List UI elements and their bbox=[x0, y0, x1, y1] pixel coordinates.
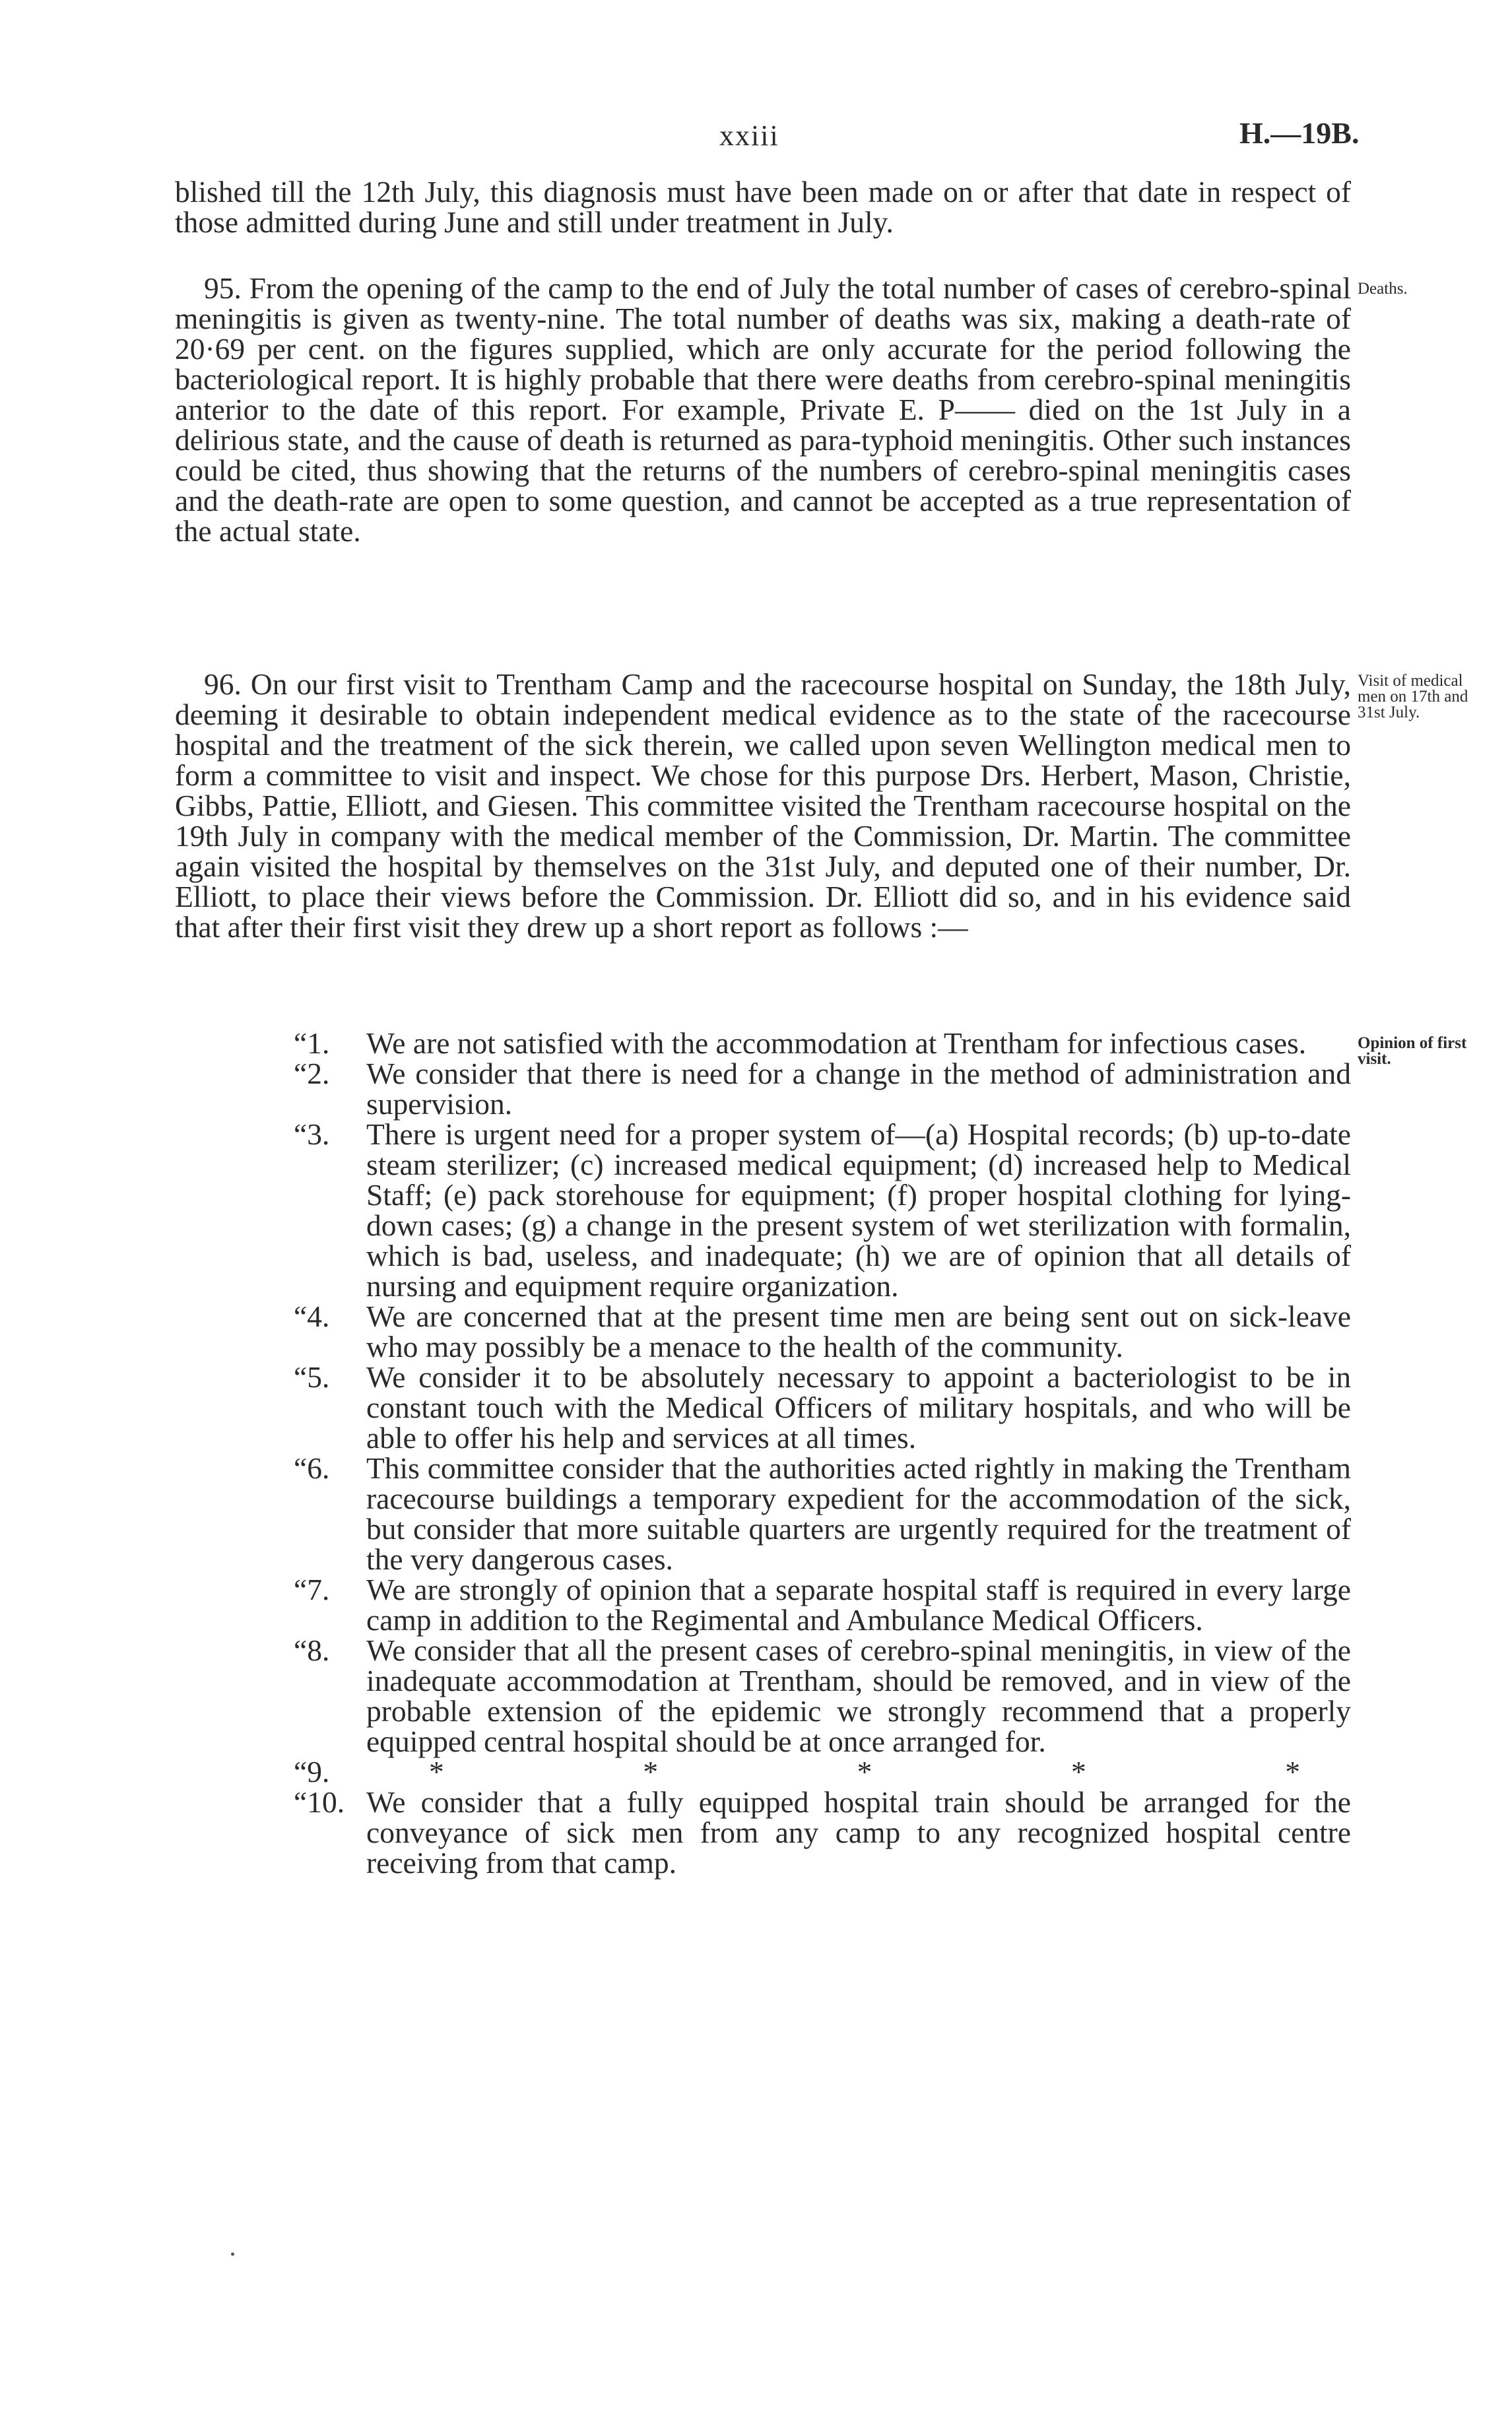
side-note-opinion: Opinion of first visit. bbox=[1358, 1034, 1467, 1068]
list-item bbox=[261, 1575, 1351, 1635]
asterisk: * bbox=[429, 1755, 444, 1789]
item-number: “5. bbox=[294, 1360, 330, 1394]
list-item bbox=[261, 1635, 1351, 1757]
list-item bbox=[261, 1787, 1351, 1878]
paragraph-text: 96. On our first visit to Trentham Camp and the racecourse hospital on Sunday, the 18th July, deeming it desirable to obtain independent medical evidence as to the state of the racecourse hospital and the treatment of the sick therein, we called upon seven Wellington medical men to form a committee to visit and inspect. We chose for this purpose Drs. Herbert, Mason, Christie, Gibbs, Pattie, Elliott, and Giesen. This committee visited the Trentham racecourse hospital on the 19th July in company with the medical member of the Commission, Dr. Martin. The committee again visited the hospital by themselves on the 31st July, and deputed one of their number, Dr. Elliott, to place their views before the Commission. Dr. Elliott did so, and in his evidence said that after their first visit they drew up a short report as follows :— bbox=[175, 667, 1351, 944]
side-note-visit: Visit of medical men on 17th and 31st July. bbox=[1358, 672, 1468, 721]
list-item bbox=[261, 1028, 1351, 1059]
paragraph-text: 95. From the opening of the camp to the end of July the total number of cases of cerebro-spinal meningitis is given as twenty-nine. The total number of deaths was six, making a death-rate of 20·69 per cent. on the figures supplied, which are only accurate for the period following the bacteriological report. It is highly probable that there were deaths from cerebro-spinal meningitis anterior to the date of this report. For example, Private E. P—— died on the 1st July in a delirious state, and the cause of death is returned as para-typhoid meningitis. Other such instances could be cited, thus showing that the returns of the numbers of cerebro-spinal meningitis cases and the death-rate are open to some question, and cannot be accepted as a true representation of the actual state. bbox=[175, 271, 1351, 548]
item-number: “7. bbox=[294, 1573, 330, 1606]
paragraph-95 bbox=[175, 273, 1351, 546]
item-number: “2. bbox=[294, 1057, 330, 1090]
list-item bbox=[261, 1301, 1351, 1362]
item-text: We consider that there is need for a change in the method of administration and supervision. bbox=[366, 1057, 1351, 1121]
asterisk: * bbox=[857, 1755, 872, 1789]
item-text: We consider it to be absolutely necessary to appoint a bacteriologist to be in constant touch with the Medical Officers of military hospitals, and who will be able to offer his help and services at all times. bbox=[366, 1360, 1351, 1455]
item-text: We consider that all the present cases of cerebro-spinal meningitis, in view of the inadequate accommodation at Trentham, should be removed, and in view of the probable extension of the epidemic we strongly recommend that a properly equipped central hospital should be at once arranged for. bbox=[366, 1633, 1351, 1758]
list-item bbox=[261, 1362, 1351, 1453]
continuation-paragraph bbox=[175, 177, 1351, 238]
side-note-deaths: Deaths. bbox=[1358, 280, 1408, 298]
item-text: We consider that a fully equipped hospital train should be arranged for the conveyance of sick men from any camp to any recognized hospital centre receiving from that camp. bbox=[366, 1785, 1351, 1880]
list-item bbox=[261, 1453, 1351, 1575]
page-number: xxiii bbox=[719, 119, 779, 152]
item-text: We are concerned that at the present time men are being sent out on sick-leave who may possibly be a menace to the health of the community. bbox=[366, 1299, 1351, 1364]
list-item bbox=[261, 1119, 1351, 1301]
item-number: “10. bbox=[294, 1785, 345, 1819]
asterisk: * bbox=[1285, 1755, 1300, 1789]
item-number: “8. bbox=[294, 1633, 330, 1667]
paragraph-96 bbox=[175, 669, 1351, 942]
asterisk: * bbox=[1070, 1755, 1086, 1789]
asterisk: * bbox=[643, 1755, 659, 1789]
omission-asterisks bbox=[366, 1757, 1300, 1787]
item-text: This committee consider that the authorities acted rightly in making the Trentham racecourse buildings a temporary expedient for the accommodation of the sick, but consider that more suitable quarters are urgently required for the treatment of the very dangerous cases. bbox=[366, 1451, 1351, 1576]
item-number: “6. bbox=[294, 1451, 330, 1485]
list-item bbox=[261, 1059, 1351, 1119]
committee-report-list bbox=[261, 1028, 1351, 1878]
item-text: We are not satisfied with the accommodation at Trentham for infectious cases. bbox=[366, 1026, 1307, 1060]
document-reference: H.—19B. bbox=[1239, 116, 1360, 150]
item-number: “9. bbox=[294, 1755, 330, 1789]
item-number: “3. bbox=[294, 1117, 330, 1151]
item-number: “1. bbox=[294, 1026, 330, 1060]
item-text: We are strongly of opinion that a separate hospital staff is required in every large camp in addition to the Regimental and Ambulance Medical Officers. bbox=[366, 1573, 1351, 1637]
paragraph-text: blished till the 12th July, this diagnosis must have been made on or after that date in respect of those admitted during June and still under treatment in July. bbox=[175, 175, 1351, 239]
margin-mark bbox=[231, 2252, 234, 2256]
item-number: “4. bbox=[294, 1299, 330, 1333]
list-item bbox=[261, 1757, 1351, 1787]
item-text: There is urgent need for a proper system of—(a) Hospital records; (b) up-to-date steam sterilizer; (c) increased medical equipment; (d) increased help to Medical Staff; (e) pack storehouse for equipment; (f) proper hospital clothing for lying-down cases; (g) a change in the present system of wet sterilization with formalin, which is bad, useless, and inadequate; (h) we are of opinion that all details of nursing and equipment require organization. bbox=[366, 1117, 1351, 1303]
